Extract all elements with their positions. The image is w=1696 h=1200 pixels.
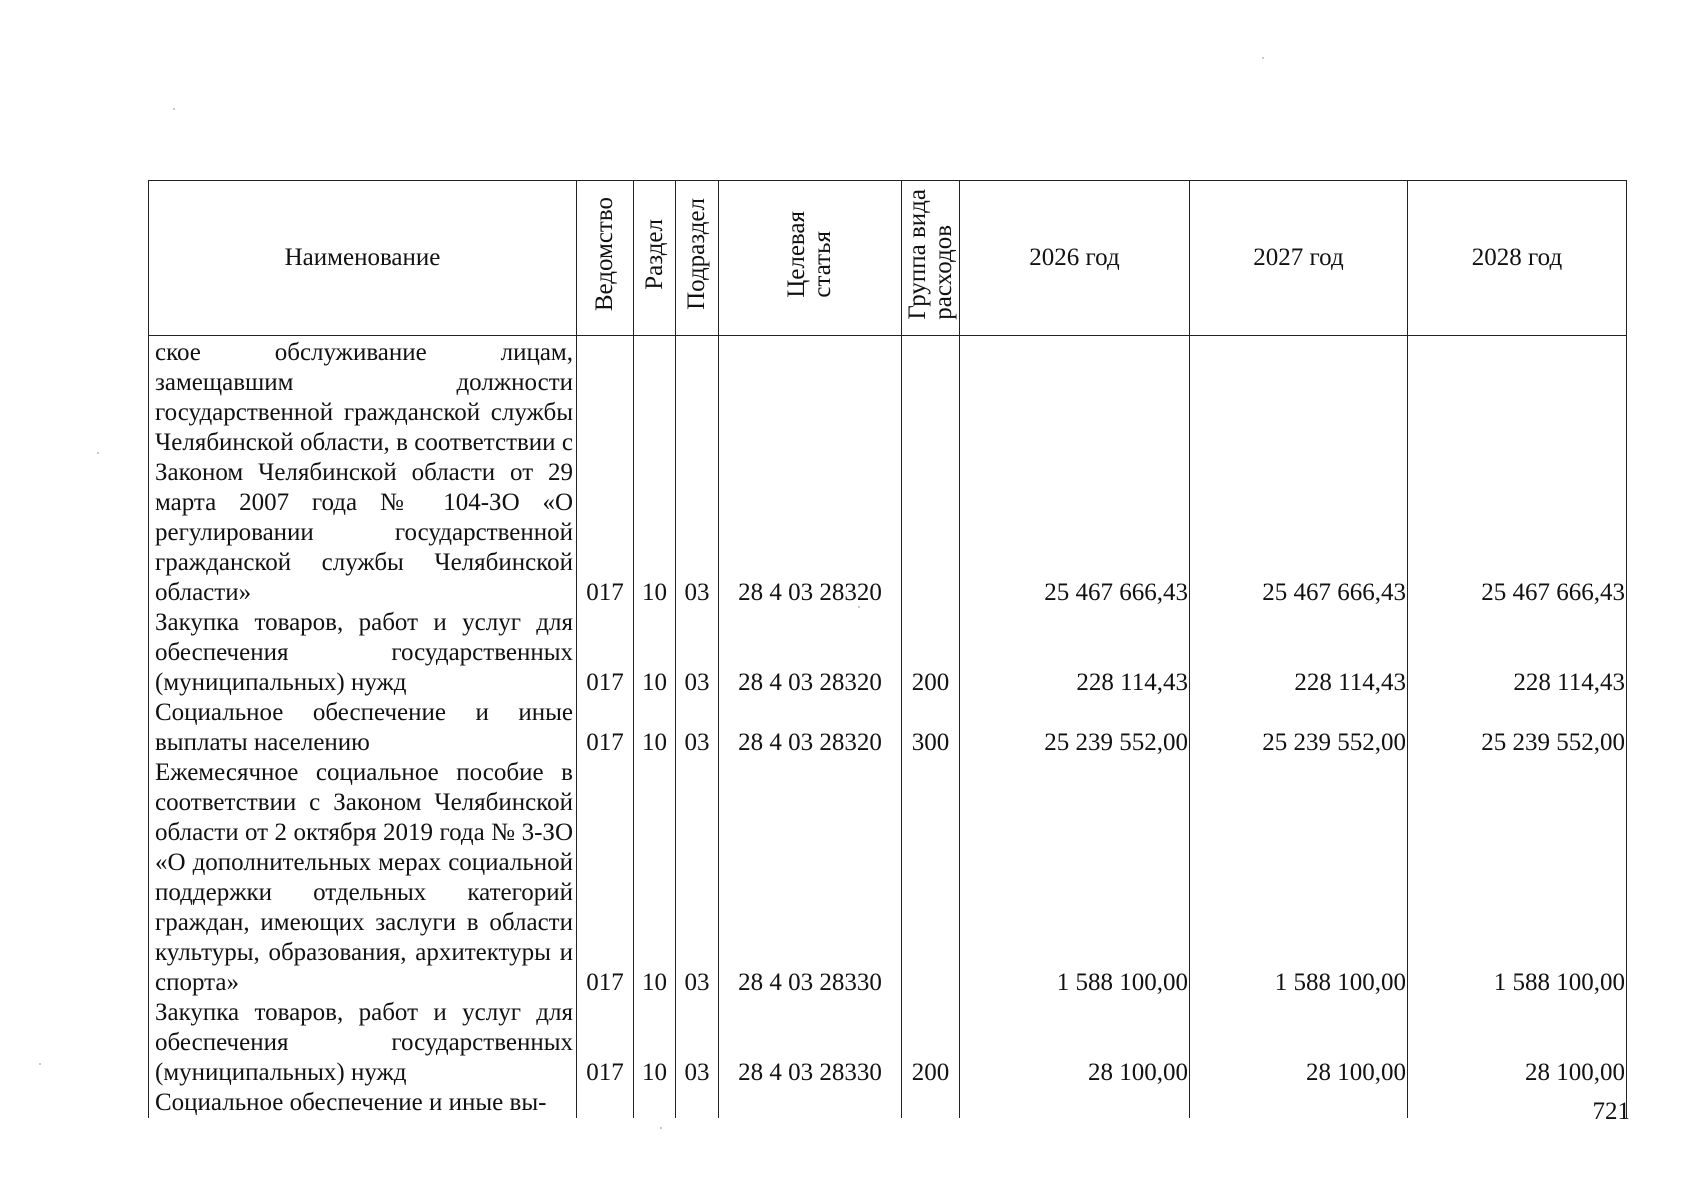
page-number: 721 [1592, 1098, 1630, 1125]
cell-podrazdel [676, 1088, 719, 1118]
cell-podrazdel: 03 [676, 998, 719, 1088]
scan-speck [39, 1063, 41, 1065]
cell-2028: 1 588 100,00 [1408, 758, 1627, 998]
cell-gruppa [902, 758, 960, 998]
header-razdel: Раздел [634, 181, 676, 336]
cell-2028: 28 100,00 [1408, 998, 1627, 1088]
cell-2026: 25 467 666,43 [960, 336, 1190, 609]
cell-vedomstvo: 017 [577, 998, 634, 1088]
scan-speck [173, 108, 175, 110]
header-name: Наименование [149, 181, 577, 336]
header-2027: 2027 год [1190, 181, 1408, 336]
cell-2028: 228 114,43 [1408, 608, 1627, 698]
cell-razdel [634, 1088, 676, 1118]
cell-razdel: 10 [634, 608, 676, 698]
header-tselevaya-statya [719, 181, 902, 336]
cell-tselevaya: 28 4 03 28330 [719, 758, 902, 998]
table-row [149, 1088, 1627, 1118]
cell-podrazdel: 03 [676, 336, 719, 609]
header-tselevaya-line1: Целевая [783, 210, 810, 298]
header-2026: 2026 год [960, 181, 1190, 336]
cell-name: ское обслуживание лицам, замещавшим должности государственной гражданской службы Челябинской области, в соответствии с Законом Челябинской области от 29 марта 2007 года № 104-ЗО «О регулировании государственной гражданской службы Челябинской области» [149, 336, 577, 609]
cell-name: Закупка товаров, работ и услуг для обеспечения государственных (муниципальных) нужд [149, 998, 577, 1088]
cell-vedomstvo: 017 [577, 608, 634, 698]
cell-2027: 1 588 100,00 [1190, 758, 1408, 998]
cell-podrazdel: 03 [676, 758, 719, 998]
cell-2027: 28 100,00 [1190, 998, 1408, 1088]
cell-tselevaya: 28 4 03 28320 [719, 608, 902, 698]
table-row [149, 758, 1627, 998]
header-gruppa-vida-rashodov [902, 181, 960, 336]
cell-podrazdel: 03 [676, 698, 719, 758]
cell-vedomstvo [577, 1088, 634, 1118]
header-2028: 2028 год [1408, 181, 1627, 336]
cell-vedomstvo: 017 [577, 336, 634, 609]
cell-razdel: 10 [634, 758, 676, 998]
header-vedomstvo: Ведомство [577, 181, 634, 336]
cell-name: Ежемесячное социальное пособие в соответствии с Законом Челябинской области от 2 октября 2019 года № 3-ЗО «О дополнительных мерах социальной поддержки отдельных категорий граждан, имеющих заслуги в области культуры, образования, архитектуры и спорта» [149, 758, 577, 998]
cell-gruppa: 200 [902, 608, 960, 698]
header-gruppa-line1: Группа вида [903, 188, 931, 320]
cell-2027 [1190, 1088, 1408, 1118]
cell-gruppa [902, 1088, 960, 1118]
cell-tselevaya: 28 4 03 28330 [719, 998, 902, 1088]
cell-tselevaya: 28 4 03 28320 [719, 698, 902, 758]
cell-razdel: 10 [634, 698, 676, 758]
cell-gruppa: 300 [902, 698, 960, 758]
table-header-row [149, 181, 1627, 336]
cell-razdel: 10 [634, 336, 676, 609]
cell-2026 [960, 1088, 1190, 1118]
scan-speck [660, 1127, 662, 1129]
cell-2026: 228 114,43 [960, 608, 1190, 698]
cell-tselevaya: 28 4 03 28320 [719, 336, 902, 609]
header-podrazdel: Подраздел [676, 181, 719, 336]
scan-speck [1262, 57, 1264, 59]
cell-vedomstvo: 017 [577, 758, 634, 998]
header-gruppa-line2: расходов [929, 224, 957, 320]
cell-2028: 25 467 666,43 [1408, 336, 1627, 609]
cell-name: Социальное обеспечение и иные вы- [149, 1088, 577, 1118]
table-row [149, 608, 1627, 698]
cell-gruppa [902, 336, 960, 609]
cell-vedomstvo: 017 [577, 698, 634, 758]
cell-name: Закупка товаров, работ и услуг для обеспечения государственных (муниципальных) нужд [149, 608, 577, 698]
cell-name: Социальное обеспечение и иные выплаты населению [149, 698, 577, 758]
scan-speck [97, 452, 99, 454]
cell-2028: 25 239 552,00 [1408, 698, 1627, 758]
cell-razdel: 10 [634, 998, 676, 1088]
cell-2027: 25 467 666,43 [1190, 336, 1408, 609]
cell-podrazdel: 03 [676, 608, 719, 698]
cell-gruppa: 200 [902, 998, 960, 1088]
cell-2026: 28 100,00 [960, 998, 1190, 1088]
cell-2027: 228 114,43 [1190, 608, 1408, 698]
table-row [149, 698, 1627, 758]
table-row [149, 336, 1627, 609]
cell-2027: 25 239 552,00 [1190, 698, 1408, 758]
table-row [149, 998, 1627, 1088]
cell-2026: 25 239 552,00 [960, 698, 1190, 758]
cell-tselevaya [719, 1088, 902, 1118]
budget-table [148, 180, 1627, 1118]
header-tselevaya-line2: статья [809, 230, 836, 298]
cell-2026: 1 588 100,00 [960, 758, 1190, 998]
